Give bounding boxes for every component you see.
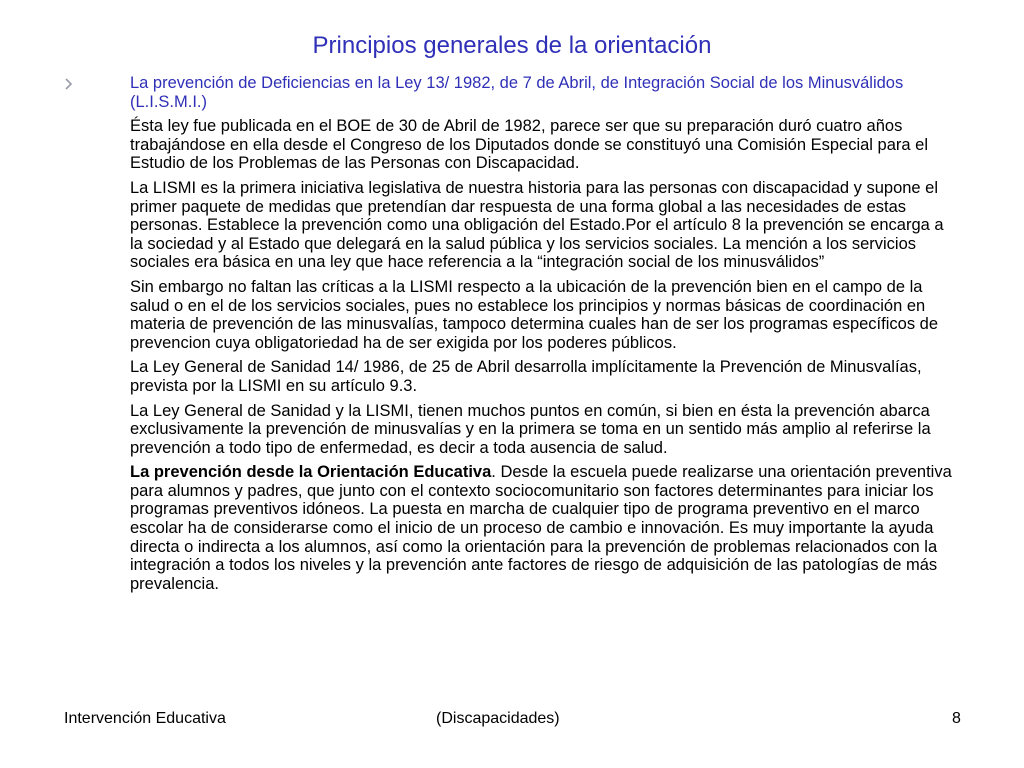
- paragraph-criticas: Sin embargo no faltan las críticas a la LISMI respecto a la ubicación de la prevención bien en el campo de la salud o en el de los servicios sociales, pues no establece los principios y normas básicas de coordinación en materia de prevención de las minusvalías, tampoco determina cuales han de ser los programas específicos de prevencion cuya obligatoriedad ha de ser exigida por los poderes públicos.: [130, 277, 939, 352]
- slide-body: [130, 74, 960, 599]
- footer-center-label: (Discapacidades): [436, 710, 560, 727]
- paragraph-orientacion-text: . Desde la escuela puede realizarse una orientación preventiva para alumnos y padres, que junto con el contexto sociocomunitario son factores determinantes para iniciar los programas preventivos idóneos. La puesta en marcha de cualquier tipo de programa preventivo en el marco escolar ha de considerarse como el inicio de un proceso de cambio e innovación. Es muy importante la ayuda directa o indirecta a los alumnos, así como la orientación para la prevención de problemas relacionados con la integración a todos los niveles y la prevención ante factores de riesgo de adquisición de las patologías de más prevalencia.: [130, 463, 952, 593]
- footer-left-label: Intervención Educativa: [64, 710, 226, 727]
- lead-paragraph: La prevención de Deficiencias en la Ley 13/ 1982, de 7 de Abril, de Integración Social de los Minusválidos (L.I.S.M.I.): [130, 74, 904, 111]
- page-number: 8: [952, 710, 961, 727]
- paragraph-lismi: La LISMI es la primera iniciativa legislativa de nuestra historia para las personas con discapacidad y supone el primer paquete de medidas que pretendían dar respuesta de una forma global a las necesidades de estas personas. Establece la prevención como una obligación del Estado.Por el artículo 8 la prevención se encarga a la sociedad y al Estado que delegará en la salud pública y los servicios sociales. La mención a los servicios sociales era básica en una ley que hace referencia a la “integración social de los minusválidos”: [130, 178, 944, 272]
- paragraph-comparacion: La Ley General de Sanidad y la LISMI, tienen muchos puntos en común, si bien en ésta la prevención abarca exclusivamente la prevención de minusvalías y en la primera se toma en un sentido más amplio al referirse la prevención a todo tipo de enfermedad, es decir a toda ausencia de salud.: [130, 401, 931, 457]
- slide-title: Principios generales de la orientación: [312, 32, 712, 59]
- chevron-right-icon: [64, 76, 74, 92]
- paragraph-orientacion: [130, 463, 960, 593]
- paragraph-boe: Ésta ley fue publicada en el BOE de 30 de Abril de 1982, parece ser que su preparación duró cuatro años trabajándose en ella desde el Congreso de los Diputados donde se constituyó una Comisión Especial para el Estudio de los Problemas de las Personas con Discapacidad.: [130, 117, 929, 173]
- paragraph-orientacion-heading: La prevención desde la Orientación Educativa: [130, 463, 492, 482]
- paragraph-ley-sanidad: La Ley General de Sanidad 14/ 1986, de 25 de Abril desarrolla implícitamente la Prevención de Minusvalías, prevista por la LISMI en su artículo 9.3.: [130, 358, 922, 395]
